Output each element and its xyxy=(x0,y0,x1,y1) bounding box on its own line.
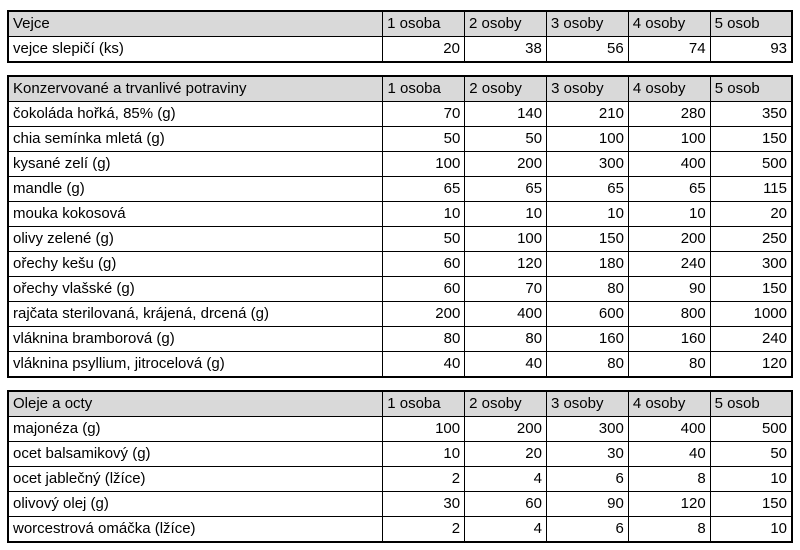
cell-value: 300 xyxy=(546,417,628,442)
cell-value: 4 xyxy=(465,517,547,543)
table-row xyxy=(8,127,792,152)
cell-value: 2 xyxy=(383,467,465,492)
table-row xyxy=(8,227,792,252)
row-label: chia semínka mletá (g) xyxy=(8,127,383,152)
cell-value: 500 xyxy=(710,417,792,442)
cell-value: 40 xyxy=(465,352,547,378)
cell-value: 60 xyxy=(383,277,465,302)
cell-value: 50 xyxy=(465,127,547,152)
table-row xyxy=(8,327,792,352)
cell-value: 65 xyxy=(547,177,629,202)
cell-value: 10 xyxy=(547,202,629,227)
cell-value: 200 xyxy=(383,302,465,327)
table-row xyxy=(8,277,792,302)
column-header-5-osob: 5 osob xyxy=(710,391,792,417)
cell-value: 90 xyxy=(546,492,628,517)
cell-value: 160 xyxy=(547,327,629,352)
table-title: Vejce xyxy=(8,11,383,37)
cell-value: 20 xyxy=(465,442,547,467)
cell-value: 140 xyxy=(465,102,547,127)
table-row xyxy=(8,37,792,63)
header-row xyxy=(8,391,792,417)
table-row xyxy=(8,467,792,492)
cell-value: 10 xyxy=(628,202,710,227)
cell-value: 80 xyxy=(628,352,710,378)
cell-value: 93 xyxy=(710,37,792,63)
cell-value: 65 xyxy=(465,177,547,202)
column-header-4-osoby: 4 osoby xyxy=(628,391,710,417)
column-header-5-osob: 5 osob xyxy=(710,11,792,37)
table-row xyxy=(8,252,792,277)
table-row xyxy=(8,352,792,378)
cell-value: 1000 xyxy=(710,302,792,327)
table-row xyxy=(8,102,792,127)
cell-value: 200 xyxy=(628,227,710,252)
cell-value: 50 xyxy=(710,442,792,467)
column-header-4-osoby: 4 osoby xyxy=(628,11,710,37)
cell-value: 74 xyxy=(628,37,710,63)
cell-value: 10 xyxy=(710,517,792,543)
table-body xyxy=(8,417,792,543)
cell-value: 200 xyxy=(465,417,547,442)
row-label: ořechy kešu (g) xyxy=(8,252,383,277)
table-row xyxy=(8,517,792,543)
row-label: olivy zelené (g) xyxy=(8,227,383,252)
cell-value: 65 xyxy=(383,177,465,202)
cell-value: 250 xyxy=(710,227,792,252)
cell-value: 8 xyxy=(628,517,710,543)
cell-value: 4 xyxy=(465,467,547,492)
cell-value: 20 xyxy=(710,202,792,227)
cell-value: 65 xyxy=(628,177,710,202)
cell-value: 600 xyxy=(547,302,629,327)
row-label: mouka kokosová xyxy=(8,202,383,227)
table-title: Konzervované a trvanlivé potraviny xyxy=(8,76,383,102)
cell-value: 100 xyxy=(628,127,710,152)
cell-value: 10 xyxy=(383,442,465,467)
cell-value: 50 xyxy=(383,227,465,252)
row-label: majonéza (g) xyxy=(8,417,383,442)
table-row xyxy=(8,302,792,327)
table-oleje-a-octy xyxy=(7,390,793,543)
column-header-1-osoba: 1 osoba xyxy=(383,11,465,37)
cell-value: 160 xyxy=(628,327,710,352)
cell-value: 2 xyxy=(383,517,465,543)
column-header-3-osoby: 3 osoby xyxy=(546,11,628,37)
cell-value: 400 xyxy=(628,152,710,177)
cell-value: 400 xyxy=(465,302,547,327)
row-label: vejce slepičí (ks) xyxy=(8,37,383,63)
cell-value: 80 xyxy=(383,327,465,352)
cell-value: 50 xyxy=(383,127,465,152)
cell-value: 120 xyxy=(465,252,547,277)
table-body xyxy=(8,37,792,63)
cell-value: 150 xyxy=(710,492,792,517)
cell-value: 120 xyxy=(628,492,710,517)
cell-value: 8 xyxy=(628,467,710,492)
row-label: rajčata sterilovaná, krájená, drcená (g) xyxy=(8,302,383,327)
header-row xyxy=(8,11,792,37)
row-label: mandle (g) xyxy=(8,177,383,202)
cell-value: 6 xyxy=(546,517,628,543)
cell-value: 30 xyxy=(383,492,465,517)
cell-value: 90 xyxy=(628,277,710,302)
cell-value: 10 xyxy=(710,467,792,492)
table-header xyxy=(8,11,792,37)
table-row xyxy=(8,417,792,442)
cell-value: 100 xyxy=(383,152,465,177)
row-label: kysané zelí (g) xyxy=(8,152,383,177)
cell-value: 120 xyxy=(710,352,792,378)
cell-value: 40 xyxy=(628,442,710,467)
table-row xyxy=(8,202,792,227)
cell-value: 800 xyxy=(628,302,710,327)
row-label: worcestrová omáčka (lžíce) xyxy=(8,517,383,543)
table-konzervovane-a-trvanlive-potraviny xyxy=(7,75,793,378)
cell-value: 240 xyxy=(710,327,792,352)
cell-value: 100 xyxy=(547,127,629,152)
cell-value: 150 xyxy=(710,277,792,302)
table-row xyxy=(8,492,792,517)
row-label: vláknina bramborová (g) xyxy=(8,327,383,352)
cell-value: 400 xyxy=(628,417,710,442)
column-header-1-osoba: 1 osoba xyxy=(383,76,465,102)
cell-value: 100 xyxy=(465,227,547,252)
cell-value: 150 xyxy=(710,127,792,152)
table-row xyxy=(8,442,792,467)
table-body xyxy=(8,102,792,378)
cell-value: 60 xyxy=(383,252,465,277)
row-label: olivový olej (g) xyxy=(8,492,383,517)
cell-value: 280 xyxy=(628,102,710,127)
cell-value: 150 xyxy=(547,227,629,252)
column-header-2-osoby: 2 osoby xyxy=(464,11,546,37)
cell-value: 56 xyxy=(546,37,628,63)
cell-value: 6 xyxy=(546,467,628,492)
cell-value: 40 xyxy=(383,352,465,378)
table-row xyxy=(8,152,792,177)
row-label: čokoláda hořká, 85% (g) xyxy=(8,102,383,127)
column-header-2-osoby: 2 osoby xyxy=(465,391,547,417)
cell-value: 70 xyxy=(465,277,547,302)
cell-value: 500 xyxy=(710,152,792,177)
cell-value: 30 xyxy=(546,442,628,467)
column-header-1-osoba: 1 osoba xyxy=(383,391,465,417)
table-row xyxy=(8,177,792,202)
row-label: ocet jablečný (lžíce) xyxy=(8,467,383,492)
cell-value: 20 xyxy=(383,37,465,63)
column-header-3-osoby: 3 osoby xyxy=(547,76,629,102)
cell-value: 100 xyxy=(383,417,465,442)
cell-value: 10 xyxy=(465,202,547,227)
cell-value: 180 xyxy=(547,252,629,277)
tables-root xyxy=(7,10,793,543)
cell-value: 300 xyxy=(710,252,792,277)
cell-value: 10 xyxy=(383,202,465,227)
row-label: ocet balsamikový (g) xyxy=(8,442,383,467)
table-vejce xyxy=(7,10,793,63)
cell-value: 60 xyxy=(465,492,547,517)
cell-value: 70 xyxy=(383,102,465,127)
column-header-3-osoby: 3 osoby xyxy=(546,391,628,417)
table-header xyxy=(8,391,792,417)
cell-value: 80 xyxy=(465,327,547,352)
table-title: Oleje a octy xyxy=(8,391,383,417)
cell-value: 115 xyxy=(710,177,792,202)
row-label: vláknina psyllium, jitrocelová (g) xyxy=(8,352,383,378)
header-row xyxy=(8,76,792,102)
cell-value: 210 xyxy=(547,102,629,127)
cell-value: 80 xyxy=(547,277,629,302)
cell-value: 300 xyxy=(547,152,629,177)
column-header-4-osoby: 4 osoby xyxy=(628,76,710,102)
cell-value: 240 xyxy=(628,252,710,277)
table-header xyxy=(8,76,792,102)
cell-value: 200 xyxy=(465,152,547,177)
column-header-5-osob: 5 osob xyxy=(710,76,792,102)
cell-value: 80 xyxy=(547,352,629,378)
cell-value: 38 xyxy=(464,37,546,63)
cell-value: 350 xyxy=(710,102,792,127)
row-label: ořechy vlašské (g) xyxy=(8,277,383,302)
column-header-2-osoby: 2 osoby xyxy=(465,76,547,102)
